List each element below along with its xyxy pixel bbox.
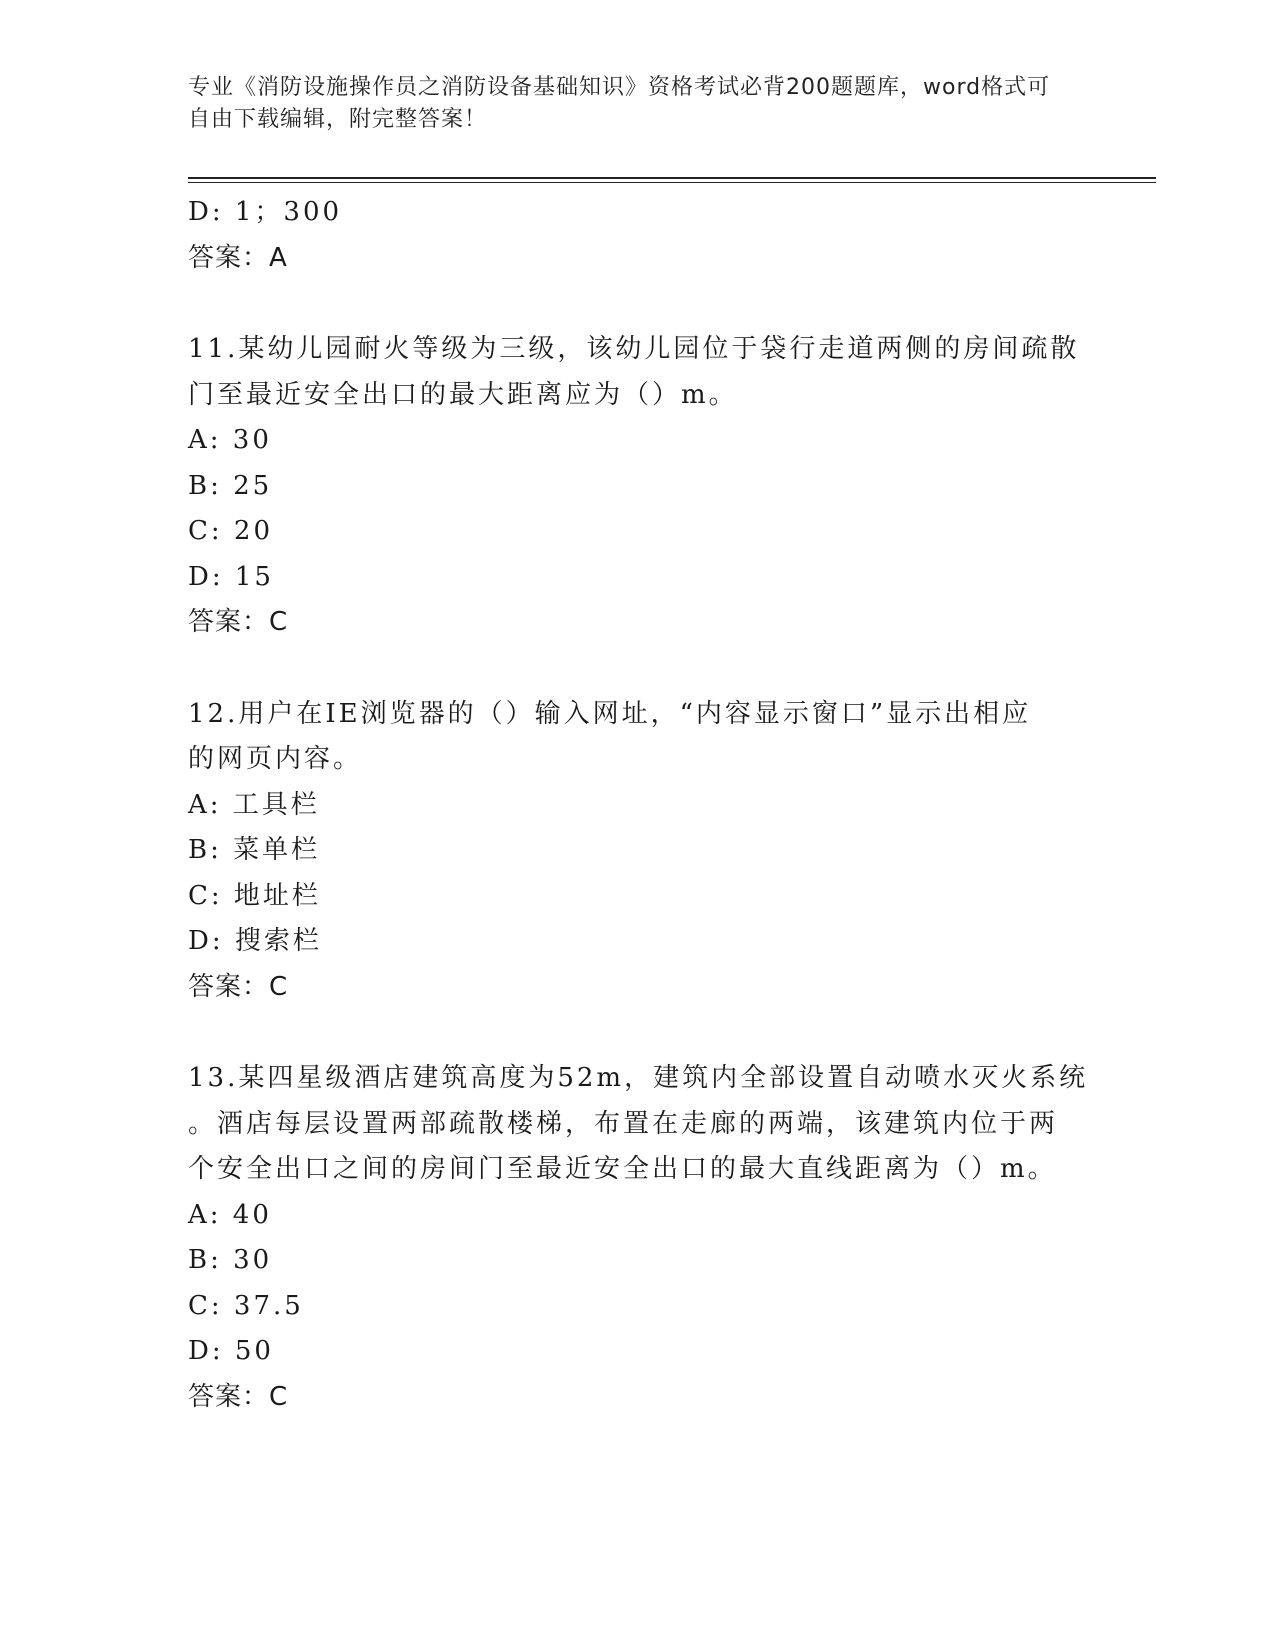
option-b: B: 30 (188, 1245, 273, 1275)
header-rule-thin (188, 182, 1156, 183)
question-stem: 的网页内容。 (188, 744, 363, 774)
question-11 (188, 327, 1088, 646)
header-rule-thick (188, 177, 1156, 179)
answer-line: 答案：C (188, 607, 289, 637)
question-stem: 12.用户在IE浏览器的（）输入网址，“内容显示窗口”显示出相应 (188, 698, 1032, 729)
question-12 (188, 692, 1088, 1011)
option-a: A: 30 (188, 425, 272, 455)
question-stem: 13.某四星级酒店建筑高度为52m，建筑内全部设置自动喷水灭火系统 (188, 1063, 1089, 1093)
option-d: D: 15 (188, 561, 274, 592)
option-b: B: 菜单栏 (188, 835, 321, 865)
option-d: D: 1；300 (188, 197, 343, 227)
option-d: D: 50 (188, 1336, 274, 1366)
question-stem: 个安全出口之间的房间门至最近安全出口的最大直线距离为（）m。 (188, 1154, 1057, 1184)
option-d: D: 搜索栏 (188, 926, 322, 956)
document-body (188, 190, 1088, 1420)
question-13 (188, 1056, 1088, 1420)
document-header: 专业《消防设施操作员之消防设备基础知识》资格考试必背200题题库，word格式可自由下载编辑，附完整答案！ (188, 75, 1051, 132)
option-b: B: 25 (188, 470, 273, 501)
option-c: C: 20 (188, 516, 274, 546)
previous-question-tail (188, 190, 1088, 281)
answer-line: 答案：C (188, 1381, 289, 1412)
option-c: C: 37.5 (188, 1290, 304, 1321)
question-stem: 11.某幼儿园耐火等级为三级，该幼儿园位于袋行走道两侧的房间疏散 (188, 334, 1080, 364)
answer-line: 答案：A (188, 242, 288, 273)
option-a: A: 工具栏 (188, 789, 320, 820)
option-a: A: 40 (188, 1199, 272, 1230)
option-c: C: 地址栏 (188, 880, 321, 911)
question-stem: 门至最近安全出口的最大距离应为（）m。 (188, 379, 738, 410)
answer-line: 答案：C (188, 971, 289, 1002)
question-stem: 。酒店每层设置两部疏散楼梯，布置在走廊的两端，该建筑内位于两 (188, 1108, 1059, 1139)
